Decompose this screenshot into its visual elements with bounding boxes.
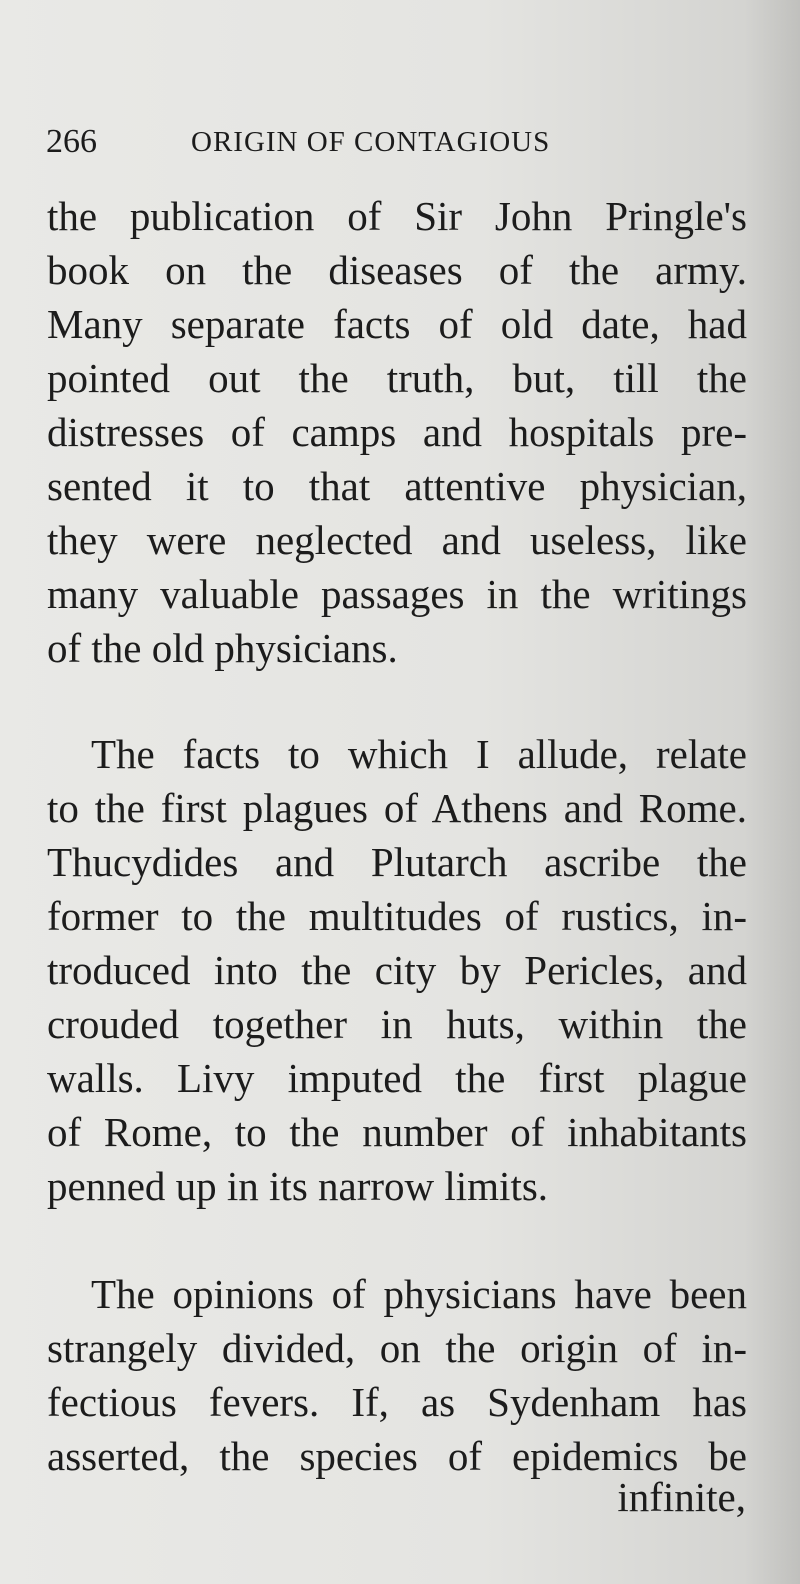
text-line: distresses of camps and hospitals pre- bbox=[47, 409, 747, 455]
page-header bbox=[46, 120, 606, 164]
text-line: walls. Livy imputed the first plague bbox=[47, 1055, 747, 1101]
text-line: they were neglected and useless, like bbox=[47, 517, 747, 563]
text-line: former to the multitudes of rustics, in- bbox=[47, 893, 747, 939]
page-number: 266 bbox=[46, 123, 97, 160]
text-line: The opinions of physicians have been bbox=[91, 1271, 747, 1317]
text-line: sented it to that attentive physician, bbox=[47, 463, 747, 509]
text-line: Thucydides and Plutarch ascribe the bbox=[47, 839, 747, 885]
text-line: of the old physicians. bbox=[47, 625, 398, 671]
text-line: strangely divided, on the origin of in- bbox=[47, 1325, 747, 1371]
paragraph-2 bbox=[47, 727, 747, 1213]
paragraph-1 bbox=[47, 189, 747, 675]
text-line: pointed out the truth, but, till the bbox=[47, 355, 747, 401]
text-line: the publication of Sir John Pringle's bbox=[47, 193, 747, 239]
text-line: troduced into the city by Pericles, and bbox=[47, 947, 747, 993]
catchword: infinite, bbox=[617, 1474, 746, 1520]
text-line: Many separate facts of old date, had bbox=[47, 301, 747, 347]
text-line: fectious fevers. If, as Sydenham has bbox=[47, 1379, 747, 1425]
text-line: penned up in its narrow limits. bbox=[47, 1163, 549, 1209]
text-line: The facts to which I allude, relate bbox=[91, 731, 747, 777]
text-line: of Rome, to the number of inhabitants bbox=[47, 1109, 747, 1155]
running-head: ORIGIN OF CONTAGIOUS bbox=[191, 126, 551, 158]
text-line: to the first plagues of Athens and Rome. bbox=[47, 785, 747, 831]
text-line: asserted, the species of epidemics be bbox=[47, 1433, 747, 1479]
paragraph-3 bbox=[47, 1267, 747, 1483]
text-line: crouded together in huts, within the bbox=[47, 1001, 747, 1047]
text-line: many valuable passages in the writings bbox=[47, 571, 747, 617]
text-line: book on the diseases of the army. bbox=[47, 247, 747, 293]
